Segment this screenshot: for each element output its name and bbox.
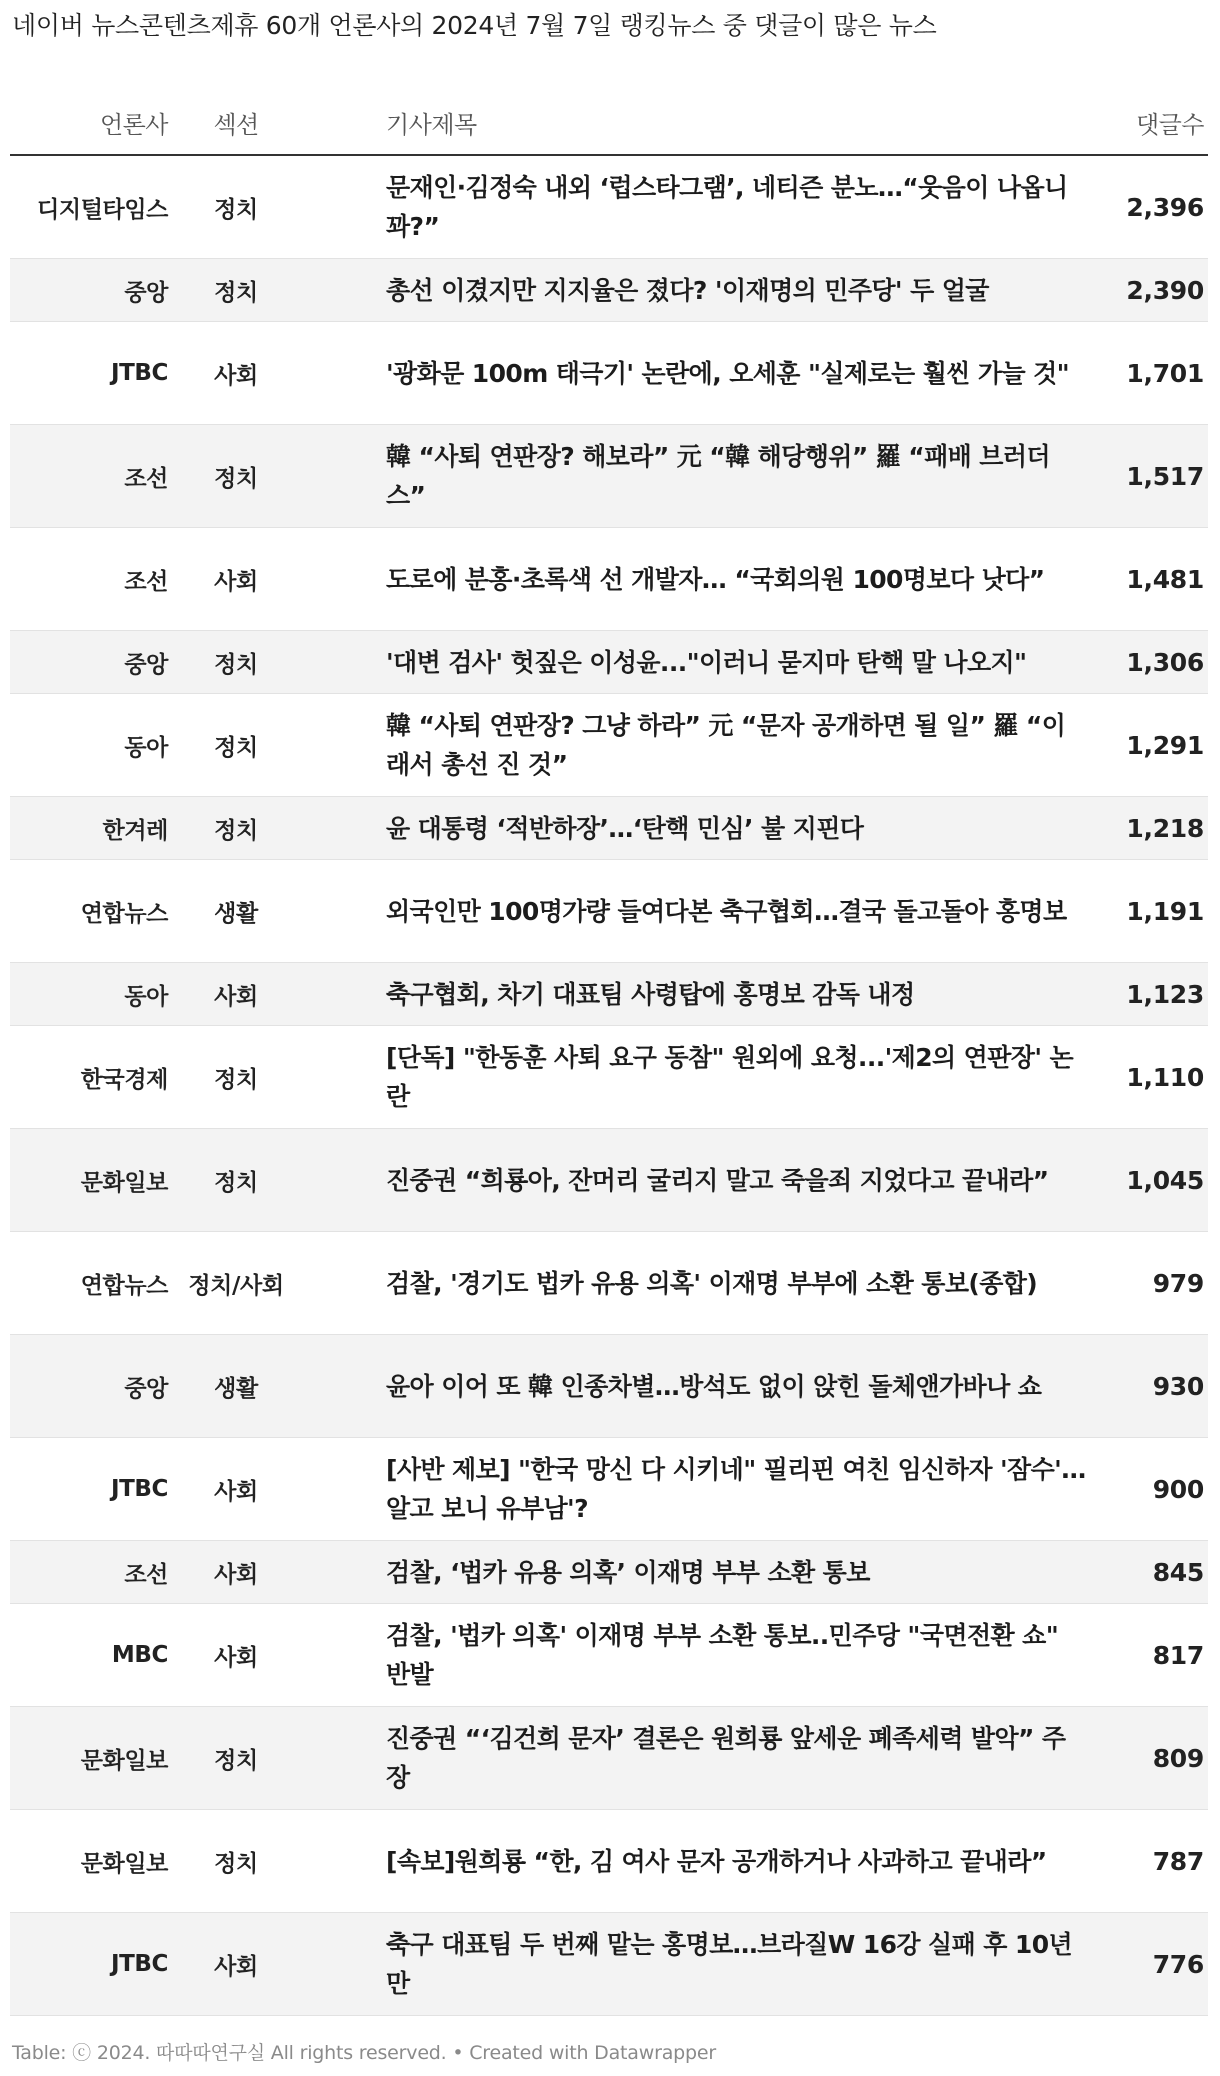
section-cell: 사회 (214, 1478, 258, 1505)
headline-cell: [속보]원희룡 “한, 김 여사 문자 공개하거나 사과하고 끝내라” (386, 1846, 1047, 1876)
table-row (10, 860, 1208, 963)
section-cell: 정치 (214, 279, 258, 306)
header-comments: 댓글수 (1135, 110, 1204, 139)
headline-cell: 도로에 분홍·초록색 선 개발자… “국회의원 100명보다 낫다” (386, 564, 1045, 594)
comment-count-cell: 1,045 (1126, 1165, 1204, 1195)
publisher-cell: 한겨레 (102, 817, 168, 844)
comment-count-cell: 1,701 (1126, 358, 1204, 388)
table-row (10, 631, 1208, 694)
table-row (10, 1129, 1208, 1232)
table-body (10, 156, 1208, 2016)
publisher-cell: 문화일보 (80, 1747, 168, 1774)
table-row (10, 1913, 1208, 2016)
table-row (10, 694, 1208, 797)
publisher-cell: 조선 (124, 465, 168, 492)
headline-cell: 검찰, '경기도 법카 유용 의혹' 이재명 부부에 소환 통보(종합) (386, 1268, 1038, 1298)
publisher-cell: 연합뉴스 (80, 1272, 168, 1299)
comment-count-cell: 2,396 (1126, 192, 1204, 222)
table-header (10, 90, 1208, 156)
section-cell: 사회 (214, 362, 258, 389)
table-row (10, 528, 1208, 631)
publisher-cell: JTBC (110, 1476, 168, 1502)
headline-cell: [단독] "한동훈 사퇴 요구 동참" 원외에 요청...'제2의 연판장' 논란 (386, 1043, 1074, 1111)
table-row (10, 1335, 1208, 1438)
section-cell: 생활 (214, 900, 258, 927)
chart-title: 네이버 뉴스콘텐츠제휴 60개 언론사의 2024년 7월 7일 랭킹뉴스 중 댓글이 많은 뉴스 (12, 11, 937, 40)
table-row (10, 1604, 1208, 1707)
section-cell: 정치 (214, 465, 258, 492)
section-cell: 정치 (214, 196, 258, 223)
headline-cell: 진중권 “희룡아, 잔머리 굴리지 말고 죽을죄 지었다고 끝내라” (386, 1165, 1049, 1195)
comment-count-cell: 1,306 (1126, 647, 1204, 677)
publisher-cell: 중앙 (124, 1375, 168, 1402)
table-row (10, 963, 1208, 1026)
header-section: 섹션 (213, 110, 259, 139)
section-cell: 정치 (214, 734, 258, 761)
comment-count-cell: 979 (1152, 1268, 1204, 1298)
publisher-cell: MBC (111, 1642, 168, 1668)
comment-count-cell: 776 (1152, 1949, 1204, 1979)
headline-cell: '대변 검사' 헛짚은 이성윤..."이러니 묻지마 탄핵 말 나오지" (386, 647, 1027, 677)
section-cell: 사회 (214, 1644, 258, 1671)
table-row (10, 259, 1208, 322)
table-row (10, 425, 1208, 528)
headline-cell: 윤아 이어 또 韓 인종차별…방석도 없이 앉힌 돌체앤가바나 쇼 (386, 1371, 1042, 1401)
headline-cell: 축구협회, 차기 대표팀 사령탑에 홍명보 감독 내정 (386, 979, 915, 1009)
publisher-cell: JTBC (110, 1951, 168, 1977)
publisher-cell: 중앙 (124, 279, 168, 306)
comment-count-cell: 817 (1152, 1640, 1204, 1670)
table-row (10, 322, 1208, 425)
publisher-cell: JTBC (110, 360, 168, 386)
ranking-table (10, 90, 1208, 2016)
footer-credit: Table: ⓒ 2024. 따따따연구실 All rights reserved. • Created with Datawrapper (12, 2042, 716, 2064)
table-row (10, 1707, 1208, 1810)
comment-count-cell: 1,517 (1126, 461, 1204, 491)
header-publisher: 언론사 (99, 110, 168, 139)
headline-cell: 韓 “사퇴 연판장? 해보라” 元 “韓 해당행위” 羅 “패배 브러더스” (386, 442, 1050, 510)
comment-count-cell: 845 (1152, 1557, 1204, 1587)
section-cell: 정치 (214, 651, 258, 678)
comment-count-cell: 1,123 (1126, 979, 1204, 1009)
comment-count-cell: 1,291 (1126, 730, 1204, 760)
headline-cell: 윤 대통령 ‘적반하장’…‘탄핵 민심’ 불 지핀다 (386, 813, 864, 843)
headline-cell: [사반 제보] "한국 망신 다 시키네" 필리핀 여친 임신하자 '잠수'…알고 보니 유부남'? (386, 1455, 1086, 1523)
section-cell: 사회 (214, 568, 258, 595)
table-row (10, 1541, 1208, 1604)
section-cell: 사회 (214, 1953, 258, 1980)
comment-count-cell: 1,481 (1126, 564, 1204, 594)
section-cell: 사회 (214, 1561, 258, 1588)
comment-count-cell: 2,390 (1126, 275, 1204, 305)
section-cell: 생활 (214, 1375, 258, 1402)
table-row (10, 1810, 1208, 1913)
section-cell: 정치 (214, 817, 258, 844)
publisher-cell: 문화일보 (80, 1169, 168, 1196)
comment-count-cell: 1,218 (1126, 813, 1204, 843)
headline-cell: 진중권 “‘김건희 문자’ 결론은 원희룡 앞세운 폐족세력 발악” 주장 (386, 1724, 1066, 1792)
section-cell: 정치 (214, 1850, 258, 1877)
publisher-cell: 연합뉴스 (80, 900, 168, 927)
publisher-cell: 문화일보 (80, 1850, 168, 1877)
comment-count-cell: 809 (1152, 1743, 1204, 1773)
headline-cell: 축구 대표팀 두 번째 맡는 홍명보…브라질W 16강 실패 후 10년만 (386, 1930, 1073, 1998)
section-cell: 정치/사회 (188, 1272, 284, 1299)
table-row (10, 797, 1208, 860)
headline-cell: 문재인·김정숙 내외 ‘럽스타그램’, 네티즌 분노…“웃음이 나옵니꽈?” (386, 173, 1068, 241)
headline-cell: 외국인만 100명가량 들여다본 축구협회…결국 돌고돌아 홍명보 (386, 896, 1067, 926)
headline-cell: 총선 이겼지만 지지율은 졌다? '이재명의 민주당' 두 얼굴 (386, 275, 989, 305)
publisher-cell: 한국경제 (80, 1066, 168, 1093)
comment-count-cell: 787 (1152, 1846, 1204, 1876)
table-row (10, 1026, 1208, 1129)
headline-cell: '광화문 100m 태극기' 논란에, 오세훈 "실제로는 훨씬 가늘 것" (386, 358, 1070, 388)
comment-count-cell: 930 (1152, 1371, 1204, 1401)
section-cell: 정치 (214, 1066, 258, 1093)
comment-count-cell: 1,191 (1126, 896, 1204, 926)
headline-cell: 검찰, ‘법카 유용 의혹’ 이재명 부부 소환 통보 (386, 1557, 870, 1587)
table-row (10, 156, 1208, 259)
publisher-cell: 중앙 (124, 651, 168, 678)
header-headline: 기사제목 (386, 110, 477, 139)
comment-count-cell: 900 (1152, 1474, 1204, 1504)
headline-cell: 검찰, '법카 의혹' 이재명 부부 소환 통보..민주당 "국면전환 쇼" 반발 (386, 1621, 1059, 1689)
table-row (10, 1438, 1208, 1541)
table-row (10, 1232, 1208, 1335)
publisher-cell: 조선 (124, 1561, 168, 1588)
publisher-cell: 디지털타임스 (37, 196, 168, 223)
section-cell: 정치 (214, 1747, 258, 1774)
publisher-cell: 동아 (124, 734, 168, 761)
section-cell: 정치 (214, 1169, 258, 1196)
publisher-cell: 조선 (124, 568, 168, 595)
section-cell: 사회 (214, 983, 258, 1010)
publisher-cell: 동아 (124, 983, 168, 1010)
comment-count-cell: 1,110 (1126, 1062, 1204, 1092)
headline-cell: 韓 “사퇴 연판장? 그냥 하라” 元 “문자 공개하면 될 일” 羅 “이래서 총선 진 것” (386, 711, 1066, 779)
